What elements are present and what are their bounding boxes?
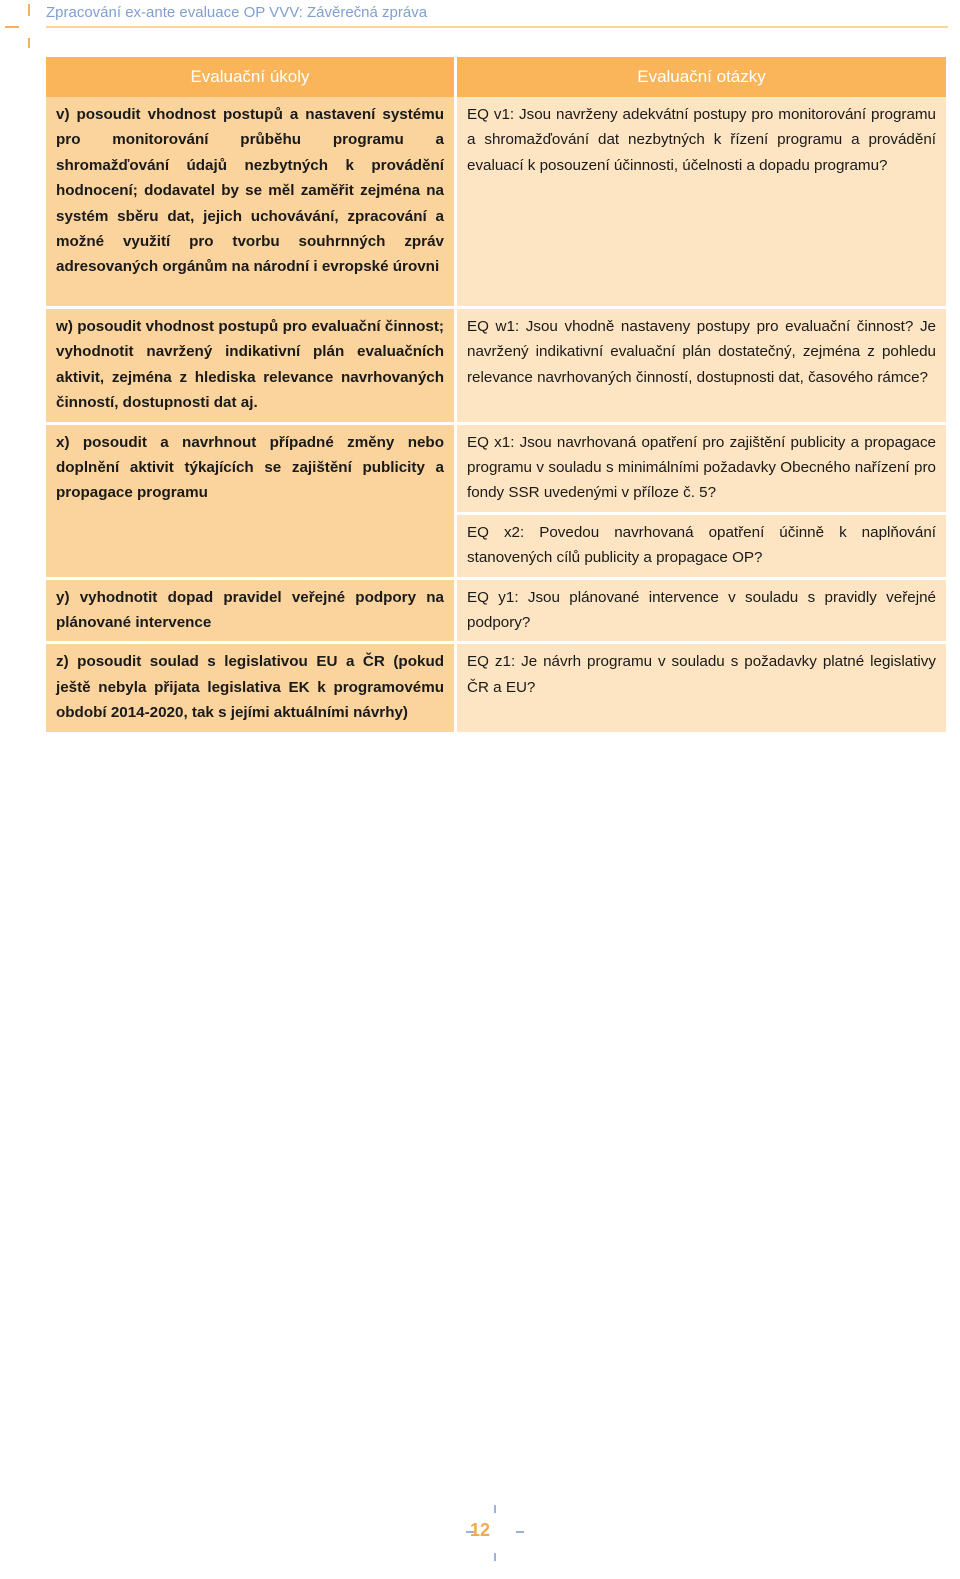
evaluation-table — [43, 57, 949, 735]
task-cell: v) posoudit vhodnost postupů a nastavení systému pro monitorování průběhu programu a shromažďování údajů nezbytných k provádění hodnocení; dodavatel by se měl zaměřit zejména na systém sběru dat, jejich uchovávání, zpracování a možné využití pro tvorbu souhrnných zpráv adresovaných orgánům na národní i evropské úrovni — [46, 97, 454, 309]
task-cell: z) posoudit soulad s legislativou EU a ČR (pokud ještě nebyla přijata legislativa EK k programovému období 2014-2020, tak s jejími aktuálními návrhy) — [46, 644, 454, 734]
corner-mark-vertical — [28, 4, 30, 16]
table-row — [46, 425, 946, 515]
question-cell: EQ v1: Jsou navrženy adekvátní postupy pro monitorování programu a shromažďování dat nezbytných k řízení programu a provádění evaluací k posouzení účinnosti, účelnosti a dopadu programu? — [457, 97, 946, 309]
corner-mark-horizontal — [5, 26, 19, 28]
question-cell: EQ x2: Povedou navrhovaná opatření účinně k naplňování stanovených cílů publicity a propagace OP? — [457, 515, 946, 580]
question-cell: EQ x1: Jsou navrhovaná opatření pro zajištění publicity a propagace programu v souladu s minimálními požadavky Obecného nařízení pro fondy SSR uvedenými v příloze č. 5? — [457, 425, 946, 515]
header-rule — [46, 26, 948, 28]
task-cell: x) posoudit a navrhnout případné změny nebo doplnění aktivit týkajících se zajištění publicity a propagace programu — [46, 425, 454, 580]
question-cell: EQ w1: Jsou vhodně nastaveny postupy pro evaluační činnost? Je navržený indikativní evaluační plán dostatečný, zejména z pohledu relevance navrhovaných činností, dostupnosti dat, časového rámce? — [457, 309, 946, 425]
task-cell: w) posoudit vhodnost postupů pro evaluační činnost; vyhodnotit navržený indikativní plán evaluačních aktivit, zejména z hlediska relevance navrhovaných činností, dostupnosti dat aj. — [46, 309, 454, 425]
table-row — [46, 644, 946, 734]
corner-mark-vertical-lower — [28, 38, 30, 48]
table-header-row — [46, 57, 946, 97]
task-cell: y) vyhodnotit dopad pravidel veřejné podpory na plánované intervence — [46, 580, 454, 645]
footer-mark-top — [494, 1505, 496, 1513]
column-header-questions: Evaluační otázky — [457, 57, 946, 97]
footer-mark-right — [516, 1531, 524, 1533]
footer-mark-bottom — [494, 1553, 496, 1561]
table-row — [46, 309, 946, 425]
question-cell: EQ z1: Je návrh programu v souladu s požadavky platné legislativy ČR a EU? — [457, 644, 946, 734]
page-number: 12 — [469, 1520, 491, 1540]
table-row — [46, 97, 946, 309]
table-row — [46, 580, 946, 645]
document-title: Zpracování ex-ante evaluace OP VVV: Závěrečná zpráva — [46, 4, 428, 21]
question-cell: EQ y1: Jsou plánované intervence v souladu s pravidly veřejné podpory? — [457, 580, 946, 645]
column-header-tasks: Evaluační úkoly — [46, 57, 454, 97]
